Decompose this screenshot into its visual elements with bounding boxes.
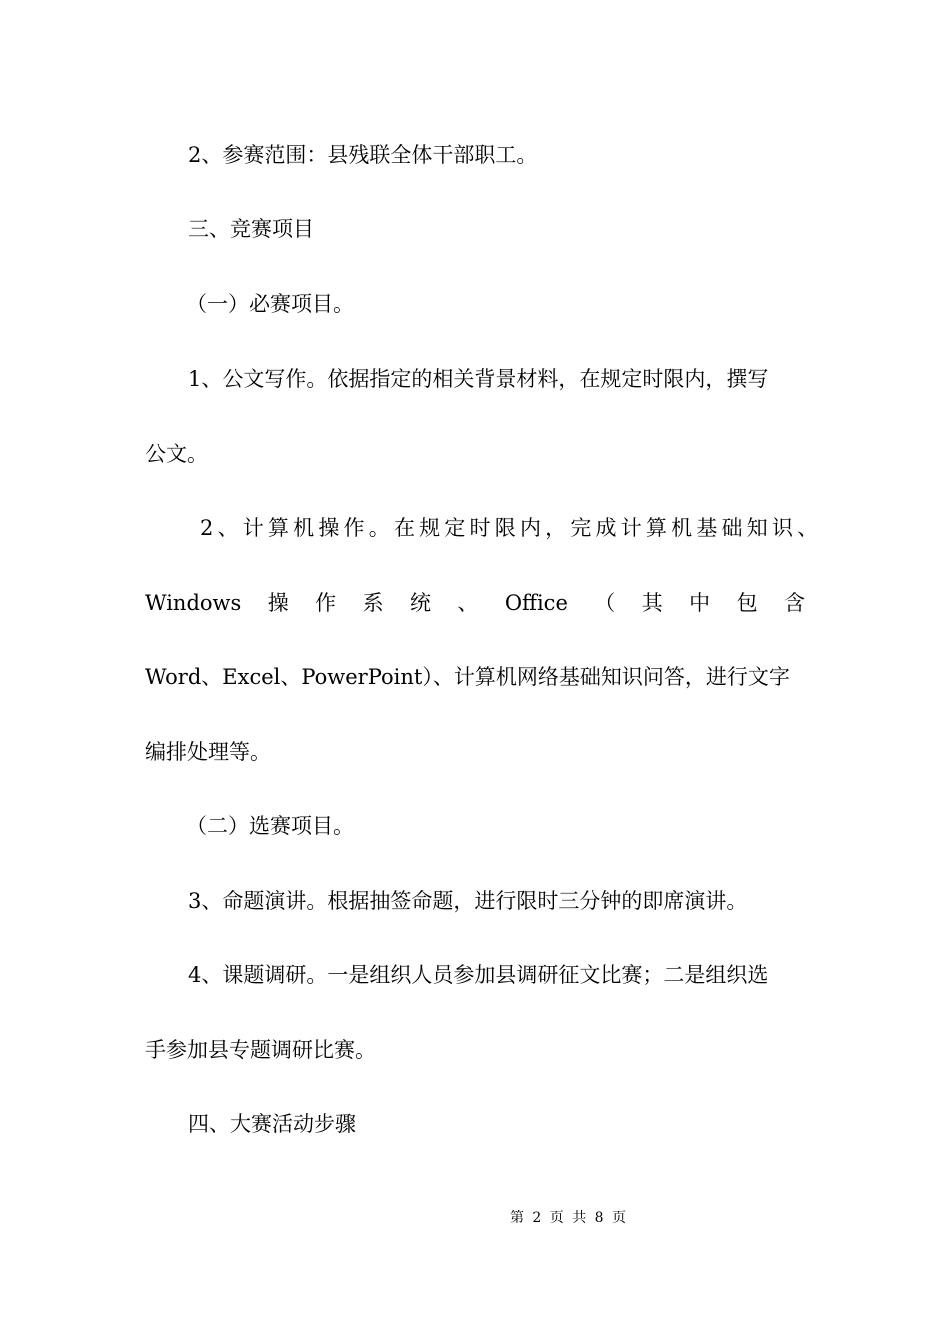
spread-word: 中 xyxy=(689,591,711,615)
spread-word: 、 xyxy=(457,591,479,615)
paragraph-official-writing-line1: 1、公文写作。依据指定的相关背景材料，在规定时限内，撰写 xyxy=(188,367,769,391)
paragraph-computer-operation-line1: 2、计算机操作。在规定时限内，完成计算机基础知识、 xyxy=(200,516,823,540)
paragraph-participation-scope: 2、参赛范围：县残联全体干部职工。 xyxy=(188,143,538,167)
spread-word: 系 xyxy=(362,591,384,615)
subheading-optional-items: （二）选赛项目。 xyxy=(186,814,354,838)
paragraph-research-line1: 4、课题调研。一是组织人员参加县调研征文比赛；二是组织选 xyxy=(188,963,769,987)
paragraph-computer-operation-line4: 编排处理等。 xyxy=(145,740,271,764)
paragraph-speech: 3、命题演讲。根据抽签命题，进行限时三分钟的即席演讲。 xyxy=(188,889,748,913)
page-number-footer: 第 2 页 共 8 页 xyxy=(509,1210,627,1226)
subheading-required-items: （一）必赛项目。 xyxy=(186,292,354,316)
spread-word: （ xyxy=(594,591,616,615)
paragraph-research-line2: 手参加县专题调研比赛。 xyxy=(145,1038,376,1062)
section-heading-activity-steps: 四、大赛活动步骤 xyxy=(188,1112,356,1136)
section-heading-competition-items: 三、竞赛项目 xyxy=(188,217,314,241)
spread-word: 作 xyxy=(315,591,337,615)
paragraph-computer-operation-line3: Word、Excel、PowerPoint）、计算机网络基础知识问答，进行文字 xyxy=(145,665,790,689)
spread-word: 统 xyxy=(409,591,431,615)
spread-word: 操 xyxy=(267,591,289,615)
spread-word: Office xyxy=(504,591,568,615)
spread-word: 包 xyxy=(736,591,758,615)
spread-word: 含 xyxy=(783,591,805,615)
paragraph-computer-operation-line2 xyxy=(145,589,805,617)
spread-word: Windows xyxy=(145,591,242,615)
spread-word: 其 xyxy=(641,591,663,615)
paragraph-official-writing-line2: 公文。 xyxy=(145,442,208,466)
